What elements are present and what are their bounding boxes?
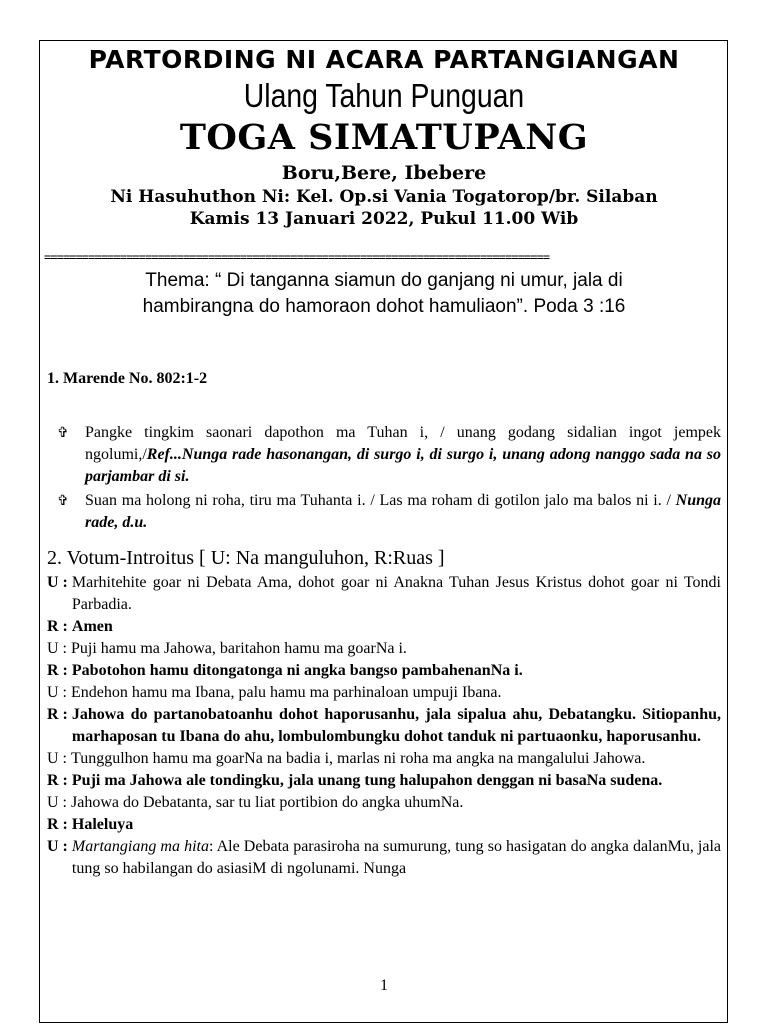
- liturgy-line: [47, 638, 721, 660]
- liturgy-line: [47, 770, 721, 792]
- header-family-line: Boru,Bere, Ibebere: [281, 162, 487, 184]
- speaker-label: R :: [47, 706, 72, 723]
- liturgy-text: Amen: [71, 618, 113, 635]
- liturgy-line: [47, 814, 721, 836]
- cross-bullet-icon: ✞: [57, 493, 69, 509]
- header-title: PARTORDING NI ACARA PARTANGIANGAN: [88, 45, 680, 74]
- liturgy-text: Jahowa do partanobatoanhu dohot haporusanhu, jala sipalua ahu, Debatangku. Sitiopanhu, marhaposan tu Ibana do ahu, lombulombungku dohot tanduk ni partuaonku, haporusanhu.: [71, 706, 721, 745]
- separator-line: ================================================================================: [44, 251, 550, 263]
- liturgy-line: [47, 572, 721, 616]
- liturgy-line: [47, 836, 721, 880]
- verse-1-refrain: Ref...Nunga rade hasonangan, di surgo i, di surgo i, unang adong nanggo sada na so parjambar di si.: [85, 446, 721, 485]
- liturgy-text: [72, 836, 721, 880]
- hymn-verse-1-text: [85, 422, 721, 488]
- thema-block: [44, 268, 724, 320]
- thema-line-1: Thema: “ Di tanganna siamun do ganjang ni umur, jala di: [145, 270, 623, 291]
- liturgy-text: Puji ma Jahowa ale tondingku, jala unang tung halupahon denggan ni basaNa sudena.: [71, 772, 663, 789]
- header-subtitle: Ulang Tahun Punguan: [243, 77, 525, 114]
- page-number: 1: [380, 977, 388, 994]
- speaker-label: R :: [47, 662, 72, 679]
- liturgy-text: Pabotohon hamu ditongatonga ni angka bangso pambahenanNa i.: [71, 662, 523, 679]
- speaker-label: U :: [47, 838, 72, 855]
- liturgy-line: [47, 748, 721, 770]
- document-header: [40, 44, 728, 230]
- header-date-line: Kamis 13 Januari 2022, Pukul 11.00 Wib: [189, 209, 579, 229]
- hymn-verse-2-text: [85, 490, 721, 534]
- liturgy-line: [47, 792, 721, 814]
- speaker-label: R :: [47, 816, 72, 833]
- speaker-label: U :: [47, 684, 71, 701]
- speaker-label: U :: [47, 750, 71, 767]
- liturgy-text: Haleluya: [71, 816, 134, 833]
- verse-1-lyrics: Pangke tingkim saonari dapothon ma Tuhan i, / unang godang sidalian ingot jempek ngolumi,/: [85, 424, 721, 463]
- section-1-title: 1. Marende No. 802:1-2: [47, 370, 208, 387]
- liturgy-text: Marhitehite goar ni Debata Ama, dohot goar ni Anakna Tuhan Jesus Kristus dohot goar ni Tondi Parbadia.: [71, 574, 721, 613]
- prayer-lead: Martangiang ma hita: [71, 838, 209, 855]
- speaker-label: U :: [47, 794, 71, 811]
- liturgy-text: Puji hamu ma Jahowa, baritahon hamu ma goarNa i.: [71, 640, 407, 657]
- thema-line-2: hambirangna do hamoraon dohot hamuliaon”. Poda 3 :16: [142, 296, 626, 317]
- liturgy-text: Endehon hamu ma Ibana, palu hamu ma parhinaloan umpuji Ibana.: [71, 684, 502, 701]
- liturgy-text: Jahowa do Debatanta, sar tu liat portibion do angka uhumNa.: [71, 794, 464, 811]
- header-host-line: Ni Hasuhuthon Ni: Kel. Op.si Vania Togatorop/br. Silaban: [110, 187, 658, 207]
- hymn-verse-2: [47, 490, 721, 534]
- speaker-label: U :: [47, 574, 72, 591]
- speaker-label: R :: [47, 772, 72, 789]
- verse-2-refrain: Nunga rade, d.u.: [85, 492, 721, 531]
- liturgy-content: [47, 368, 721, 880]
- hymn-verse-1: [47, 422, 721, 488]
- liturgy-line: [47, 616, 721, 638]
- section-2-title: 2. Votum-Introitus [ U: Na manguluhon, R:Ruas ]: [47, 547, 445, 569]
- cross-bullet-icon: ✞: [57, 425, 69, 441]
- liturgy-line: [47, 660, 721, 682]
- speaker-label: U :: [47, 640, 71, 657]
- speaker-label: R :: [47, 618, 72, 635]
- prayer-text: : Ale Debata parasiroha na sumurung, tung so hasigatan do angka dalanMu, jala tung so habilangan do asiasiM di ngolunami. Nunga: [71, 838, 722, 877]
- liturgy-text: Tunggulhon hamu ma goarNa na badia i, marlas ni roha ma angka na mangalului Jahowa.: [71, 750, 646, 767]
- liturgy-line: [47, 704, 721, 748]
- verse-2-lyrics: Suan ma holong ni roha, tiru ma Tuhanta i. / Las ma roham di gotilon jalo ma balos ni i. /: [85, 492, 676, 509]
- liturgy-line: [47, 682, 721, 704]
- header-clan-name: TOGA SIMATUPANG: [179, 117, 589, 158]
